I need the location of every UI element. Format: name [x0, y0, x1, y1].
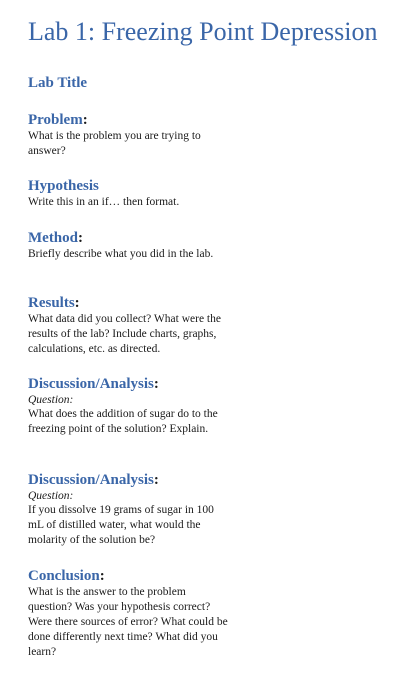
question-label: Question: [28, 394, 74, 406]
section-body: If you dissolve 19 grams of sugar in 100 mL of distilled water, what would the molarity of the solution be? [28, 504, 214, 546]
heading-colon: : [153, 472, 159, 488]
section-heading-label: Results [28, 295, 75, 311]
heading-colon: : [82, 112, 88, 128]
section-method [28, 230, 228, 262]
section-hypothesis [28, 178, 228, 210]
section-heading-label: Hypothesis [28, 178, 99, 194]
section-heading [28, 230, 228, 247]
section-body: What is the answer to the problem question? Was your hypothesis correct? Were there sources of error? What could be done differently next time? What did you learn? [28, 586, 228, 658]
section-heading [28, 472, 228, 489]
section-heading [28, 178, 228, 195]
section-discussion-1 [28, 376, 228, 437]
page-title: Lab 1: Freezing Point Depression [28, 17, 378, 46]
heading-colon: : [153, 376, 159, 392]
section-body: Briefly describe what you did in the lab. [28, 248, 214, 260]
section-heading [28, 376, 228, 393]
lab-title-heading: Lab Title [28, 75, 88, 91]
section-discussion-2 [28, 472, 228, 548]
section-problem [28, 112, 228, 159]
section-heading [28, 568, 228, 585]
section-body: What does the addition of sugar do to the freezing point of the solution? Explain. [28, 408, 218, 435]
section-body: Write this in an if… then format. [28, 196, 180, 208]
section-heading-label: Method [28, 230, 78, 246]
section-conclusion [28, 568, 228, 660]
heading-colon: : [74, 295, 80, 311]
section-body: What is the problem you are trying to answer? [28, 130, 201, 157]
section-heading-label: Problem [28, 112, 83, 128]
heading-colon: : [99, 568, 105, 584]
section-heading [28, 112, 228, 129]
section-results [28, 295, 228, 357]
section-heading-label: Conclusion [28, 568, 100, 584]
question-label: Question: [28, 490, 74, 502]
section-heading [28, 295, 228, 312]
section-heading-label: Discussion/Analysis [28, 376, 154, 392]
heading-colon: : [78, 230, 83, 246]
section-heading-label: Discussion/Analysis [28, 472, 154, 488]
section-body: What data did you collect? What were the results of the lab? Include charts, graphs, calculations, etc. as directed. [28, 313, 221, 355]
